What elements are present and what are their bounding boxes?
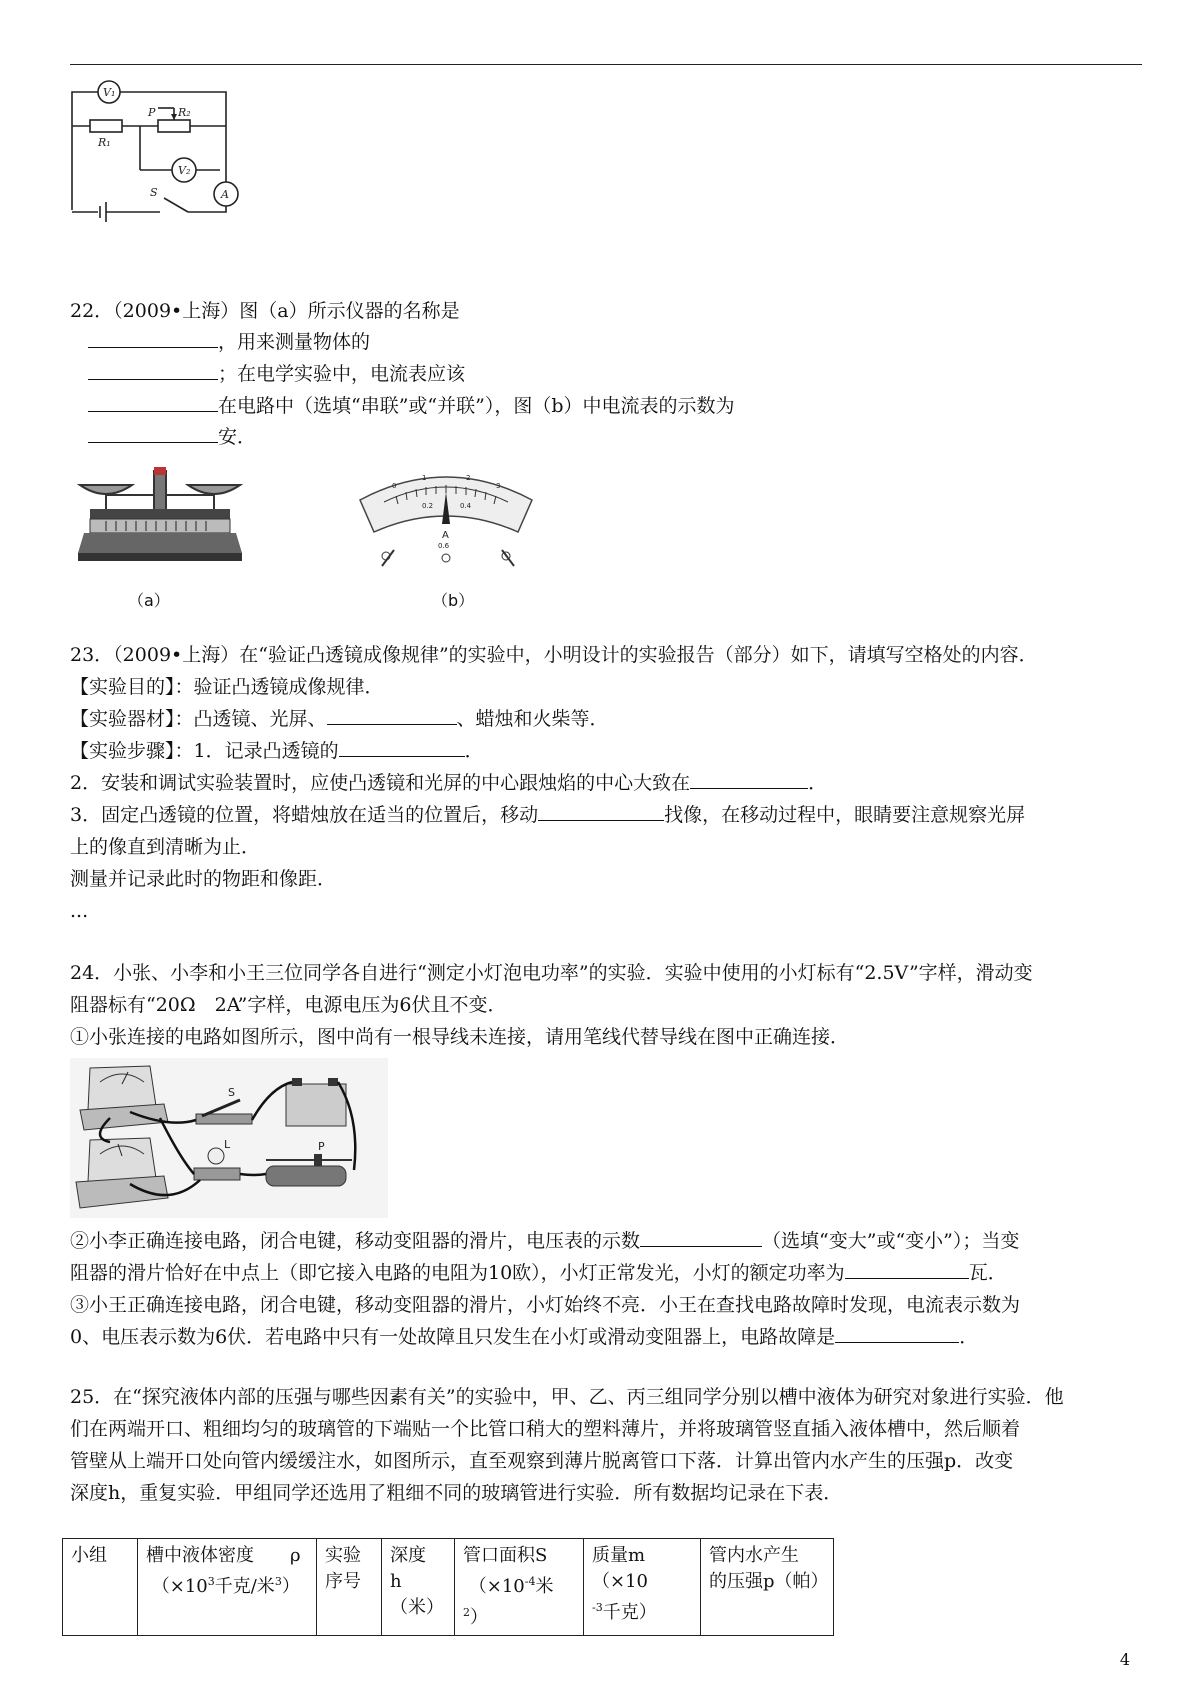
header-mass: 质量m（×10 $^{-3}$千克） — [584, 1539, 701, 1636]
slider-label: P — [148, 106, 156, 119]
q24-line-3: ①小张连接的电路如图所示，图中尚有一根导线未连接，请用笔线代替导线在图中正确连接． — [70, 1026, 850, 1048]
data-table — [62, 1538, 834, 1636]
bulb-photo-label: L — [224, 1138, 231, 1151]
fig-a-caption: （a） — [128, 591, 170, 610]
subtick-04: 0.4 — [460, 502, 472, 510]
q23-line-2: 【实验目的】：验证凸透镜成像规律． — [70, 676, 384, 698]
switch-label: S — [150, 186, 158, 199]
header-density: 槽中液体密度 ρ （$\times 10^3$千克/米$^3$） — [138, 1539, 317, 1636]
q22-line-3: ；在电学实验中，电流表应该 — [88, 361, 465, 387]
tick-3: 3 — [496, 482, 501, 490]
tick-2: 2 — [466, 474, 471, 482]
q24-blank-2[interactable] — [845, 1262, 969, 1279]
q23-line-7: 上的像直到清晰为止． — [70, 836, 261, 858]
unit-label: A — [442, 530, 449, 541]
q25-line-2: 们在两端开口、粗细均匀的玻璃管的下端贴一个比管口稍大的塑料薄片，并将玻璃管竖直插入液体槽中，然后顺着 — [70, 1418, 1021, 1440]
page-number: 4 — [1119, 1650, 1130, 1669]
q22-blank-4[interactable] — [88, 426, 218, 443]
subtick-02: 0.2 — [422, 502, 434, 510]
q23-blank-2[interactable] — [339, 740, 465, 757]
circuit-diagram — [68, 80, 248, 232]
header-group: 小组 — [63, 1539, 138, 1636]
q24-line-1: 24．小张、小李和小王三位同学各自进行“测定小灯泡电功率”的实验．实验中使用的小灯标有“2.5V”字样，滑动变 — [70, 962, 1033, 984]
q22-line-4: 在电路中（选填“串联”或“并联”），图（b）中电流表的示数为 — [88, 393, 735, 419]
q24-line-6: ③小王正确连接电路，闭合电键，移动变阻器的滑片，小灯始终不亮．小王在查找电路故障时发现，电流表示数为 — [70, 1294, 1021, 1316]
q23-blank-3[interactable] — [690, 772, 808, 789]
table-header-row — [63, 1539, 834, 1636]
q22-blank-2[interactable] — [88, 363, 218, 380]
terminal-label: 0.6 — [438, 542, 450, 550]
q23-line-8: 测量并记录此时的物距和像距． — [70, 868, 337, 890]
header-area: 管口面积S （$\times 10^{-4}$米$^2$） — [455, 1539, 584, 1636]
q22-blank-1[interactable] — [88, 331, 218, 348]
ammeter-label: A — [221, 188, 229, 201]
q23-line-9: ... — [70, 900, 89, 922]
q23-line-3: 【实验器材】：凸透镜、光屏、 、蜡烛和火柴等． — [70, 708, 609, 730]
q22-line-2: ，用来测量物体的 — [88, 329, 370, 355]
switch-photo-label: S — [228, 1086, 235, 1099]
r1-label: R₁ — [98, 136, 111, 149]
balance-figure — [76, 465, 246, 577]
q22-line-5: 安． — [88, 424, 256, 450]
q23-blank-1[interactable] — [327, 708, 457, 725]
q24-line-7: 0、电压表示数为6伏．若电路中只有一处故障且只发生在小灯或滑动变阻器上，电路故障是 ． — [70, 1326, 979, 1348]
circuit-photo — [70, 1058, 388, 1218]
header-rule — [70, 64, 1142, 65]
q23-line-6: 3．固定凸透镜的位置，将蜡烛放在适当的位置后，移动 找像，在移动过程中，眼睛要注意规察光屏 — [70, 804, 1026, 826]
q24-line-4: ②小李正确连接电路，闭合电键，移动变阻器的滑片，电压表的示数 （选填“变大”或“变小”）；当变 — [70, 1230, 1020, 1252]
q24-blank-1[interactable] — [640, 1230, 762, 1247]
q23-blank-4[interactable] — [538, 804, 664, 821]
header-pressure: 管内水产生 的压强p（帕） — [701, 1539, 834, 1636]
ammeter-figure — [356, 462, 536, 574]
q24-line-2: 阻器标有“20Ω 2A”字样，电源电压为6伏且不变． — [70, 994, 507, 1016]
v2-label: V₂ — [178, 164, 191, 177]
tick-1: 1 — [422, 474, 427, 482]
q25-line-1: 25．在“探究液体内部的压强与哪些因素有关”的实验中，甲、乙、丙三组同学分别以槽中液体为研究对象进行实验．他 — [70, 1386, 1064, 1408]
q22-line-1: 22．（2009•上海）图（a）所示仪器的名称是 — [70, 300, 460, 322]
fig-b-caption: （b） — [432, 591, 475, 610]
slider-photo-label: P — [318, 1140, 325, 1153]
q23-line-5: 2．安装和调试实验装置时，应使凸透镜和光屏的中心跟烛焰的中心大致在 ． — [70, 772, 828, 794]
q25-line-4: 深度h，重复实验．甲组同学还选用了粗细不同的玻璃管进行实验．所有数据均记录在下表． — [70, 1482, 843, 1504]
q22-blank-3[interactable] — [88, 395, 218, 412]
header-trial: 实验 序号 — [317, 1539, 382, 1636]
q25-line-3: 管壁从上端开口处向管内缓缓注水，如图所示，直至观察到薄片脱离管口下落．计算出管内水产生的压强p．改变 — [70, 1450, 1014, 1472]
tick-0: 0 — [392, 482, 397, 490]
r2-label: R₂ — [178, 106, 191, 119]
q23-line-4: 【实验步骤】：1．记录凸透镜的 ． — [70, 740, 484, 762]
q24-line-5: 阻器的滑片恰好在中点上（即它接入电路的电阻为10欧），小灯正常发光，小灯的额定功率为 瓦． — [70, 1262, 1007, 1284]
header-depth: 深度 h（米） — [382, 1539, 455, 1636]
v1-label: V₁ — [103, 86, 116, 99]
q24-blank-3[interactable] — [835, 1326, 959, 1343]
q23-line-1: 23．（2009•上海）在“验证凸透镜成像规律”的实验中，小明设计的实验报告（部分）如下，请填写空格处的内容． — [70, 644, 1038, 666]
